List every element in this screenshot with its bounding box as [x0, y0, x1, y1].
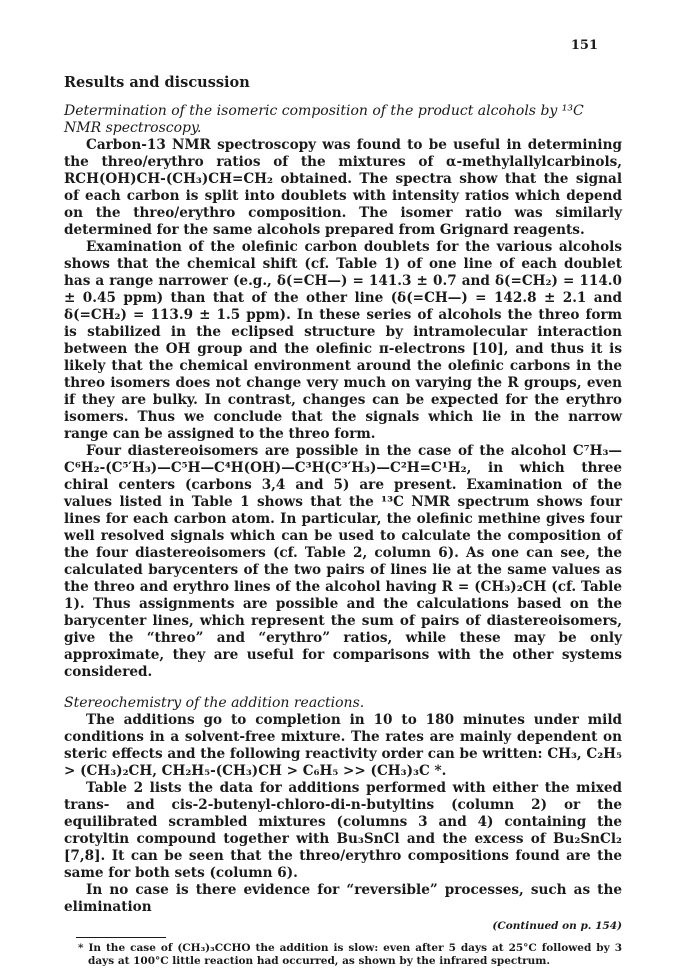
subsection-heading-nmr: Determination of the isomeric composition of the product alcohols by ¹³C NMR spectroscopy. [64, 103, 584, 136]
paragraph-6: In no case is there evidence for “reversible” processes, such as the elimination [64, 882, 622, 915]
section-heading: Results and discussion [64, 74, 250, 91]
subsection-heading-stereochemistry: Stereochemistry of the addition reactions. [64, 695, 365, 711]
footnote-rule [76, 937, 166, 938]
paragraph-5: Table 2 lists the data for additions performed with either the mixed trans- and cis-2-butenyl-chloro-di-n-butyltins (column 2) or the equilibrated scrambled mixtures (columns 3 and 4) containing the crotyltin compound together with Bu₃SnCl and the excess of Bu₂SnCl₂ [7,8]. It can be seen that the threo/erythro compositions found are the same for both sets (column 6). [64, 780, 622, 881]
paragraph-3: Four diastereoisomers are possible in the case of the alcohol C⁷H₃—C⁶H₂-(C⁵′H₃)—C⁵H—C⁴H(OH)—C³H(C³′H₃)—C²H=C¹H₂, in which three chiral centers (carbons 3,4 and 5) are present. Examination of the values listed in Table 1 shows that the ¹³C NMR spectrum shows four lines for each carbon atom. In particular, the olefinic methine gives four well resolved signals which can be used to calculate the composition of the four diastereoisomers (cf. Table 2, column 6). As one can see, the calculated barycenters of the two pairs of lines lie at the same values as the threo and erythro lines of the alcohol having R = (CH₃)₂CH (cf. Table 1). Thus assignments are possible and the calculations based on the barycenter lines, which represent the sum of pairs of diastereoisomers, give the “threo” and “erythro” ratios, while these may be only approximate, they are useful for comparisons with the other systems considered. [64, 443, 622, 680]
paragraph-1: Carbon-13 NMR spectroscopy was found to be useful in determining the threo/erythro ratios of the mixtures of α-methylallylcarbinols, RCH(OH)CH-(CH₃)CH=CH₂ obtained. The spectra show that the signal of each carbon is split into doublets with intensity ratios which depend on the threo/erythro composition. The isomer ratio was similarly determined for the same alcohols prepared from Grignard reagents. [64, 137, 622, 238]
page-number: 151 [570, 38, 598, 53]
paragraph-4: The additions go to completion in 10 to 180 minutes under mild conditions in a solvent-free mixture. The rates are mainly dependent on steric effects and the following reactivity order can be written: CH₃, C₂H₅ > (CH₃)₂CH, CH₂H₅-(CH₃)CH > C₆H₅ >> (CH₃)₃C *. [64, 712, 622, 779]
paragraph-2: Examination of the olefinic carbon doublets for the various alcohols shows that the chemical shift (cf. Table 1) of one line of each doublet has a range narrower (e.g., δ(=CH—) = 141.3 ± 0.7 and δ(=CH₂) = 114.0 ± 0.45 ppm) than that of the other line (δ(=CH—) = 142.8 ± 2.1 and δ(=CH₂) = 113.9 ± 1.5 ppm). In these series of alcohols the threo form is stabilized in the eclipsed structure by intramolecular interaction between the OH group and the olefinic π-electrons [10], and thus it is likely that the chemical environment around the olefinic carbons in the threo isomers does not change very much on varying the R groups, even if they are bulky. In contrast, changes can be expected for the erythro isomers. Thus we conclude that the signals which lie in the narrow range can be assigned to the threo form. [64, 239, 622, 442]
article-body [64, 74, 622, 968]
continued-note: (Continued on p. 154) [492, 920, 622, 932]
footnote: * In the case of (CH₃)₃CCHO the addition is slow: even after 5 days at 25°C followed by 3 days at 100°C little reaction had occurred, as shown by the infrared spectrum. [78, 942, 622, 967]
